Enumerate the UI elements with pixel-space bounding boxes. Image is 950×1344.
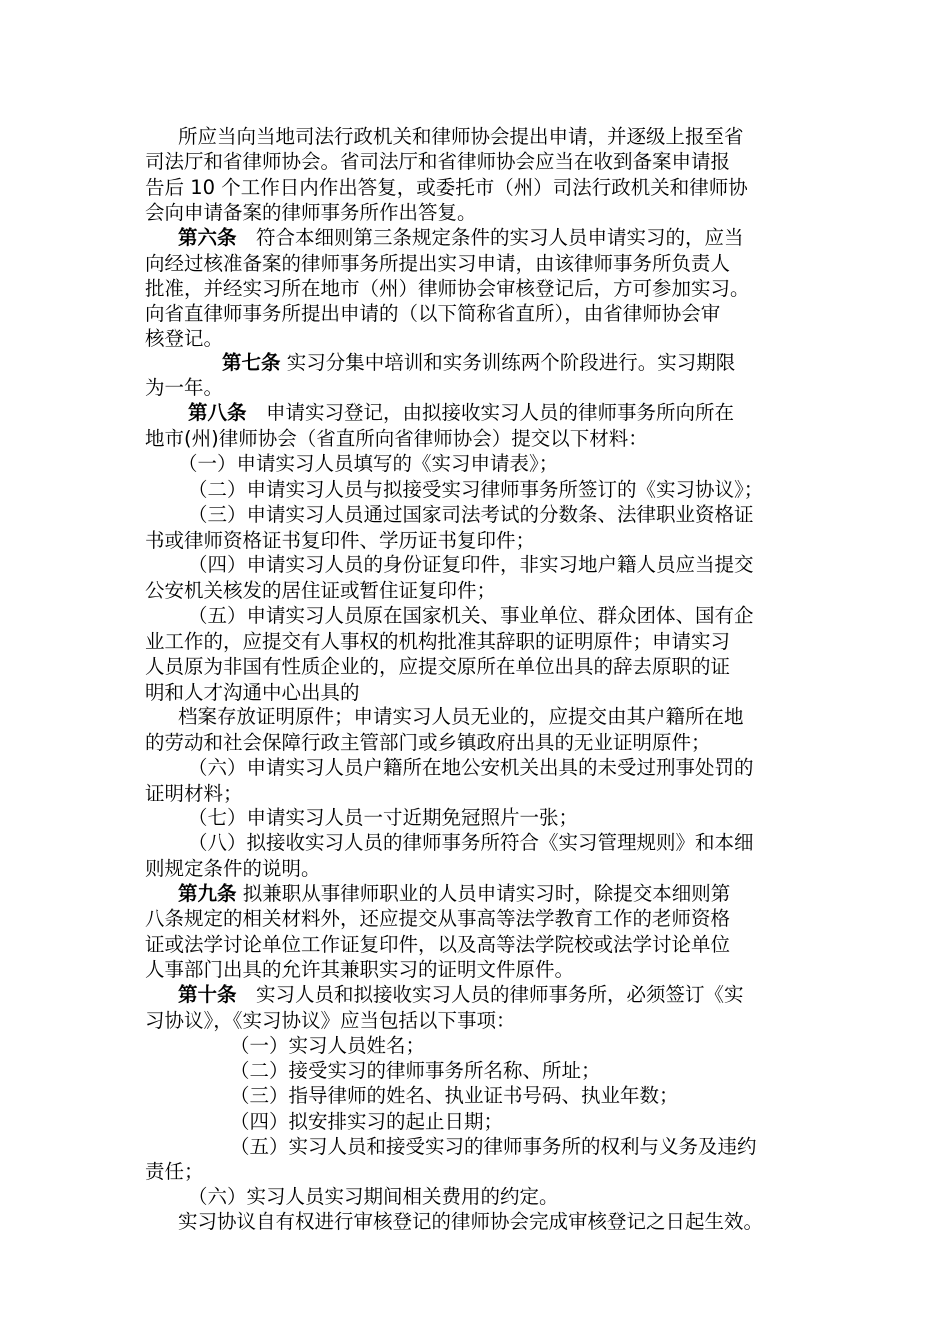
text-line <box>230 1109 815 1134</box>
line-text: 书或律师资格证书复印件、学历证书复印件； <box>145 529 536 552</box>
text-line <box>145 932 815 957</box>
text-line <box>230 1033 815 1058</box>
line-text: （二）申请实习人员与拟接受实习律师事务所签订的《实习协议》； <box>188 478 764 501</box>
line-text: 人员原为非国有性质企业的，应提交原所在单位出具的辞去原职的证 <box>145 655 731 678</box>
text-line <box>145 1008 815 1033</box>
text-line <box>230 1058 815 1083</box>
line-text: （六）实习人员实习期间相关费用的约定。 <box>188 1185 559 1208</box>
line-text: 责任； <box>145 1160 204 1183</box>
line-text: 公安机关核发的居住证或暂住证复印件； <box>145 579 497 602</box>
line-text: （三）指导律师的姓名、执业证书号码、执业年数； <box>230 1084 679 1107</box>
line-text: （四）申请实习人员的身份证复印件，非实习地户籍人员应当提交 <box>188 553 754 576</box>
text-line <box>188 1184 815 1209</box>
text-line <box>145 957 815 982</box>
text-line <box>145 301 815 326</box>
article-label: 第六条 <box>178 226 237 249</box>
text-line <box>188 502 815 527</box>
line-text: 证明材料； <box>145 782 243 805</box>
text-line <box>188 400 815 425</box>
text-line <box>178 451 815 476</box>
line-text: 实习分集中培训和实务训练两个阶段进行。实习期限 <box>280 351 736 374</box>
text-line <box>188 805 815 830</box>
text-line <box>145 906 815 931</box>
line-text: 向省直律师事务所提出申请的（以下简称省直所），由省律师协会审 <box>145 302 721 325</box>
line-text: 习协议》，《实习协议》应当包括以下事项： <box>145 1009 516 1032</box>
line-text: （八）拟接收实习人员的律师事务所符合《实习管理规则》和本细 <box>188 831 754 854</box>
text-line <box>178 881 815 906</box>
text-line <box>145 856 815 881</box>
article-label: 第十条 <box>178 983 237 1006</box>
line-text: （一）申请实习人员填写的《实习申请表》； <box>178 452 559 475</box>
line-text: 司法厅和省律师协会。省司法厅和省律师协会应当在收到备案申请报 <box>145 150 731 173</box>
line-text: 所应当向当地司法行政机关和律师协会提出申请，并逐级上报至省 <box>178 125 744 148</box>
text-line <box>145 375 815 400</box>
text-line <box>145 680 815 705</box>
text-line <box>230 1083 815 1108</box>
line-text: 人事部门出具的允许其兼职实习的证明文件原件。 <box>145 958 575 981</box>
article-label: 第八条 <box>188 401 247 424</box>
text-line <box>145 578 815 603</box>
line-text: （五）申请实习人员原在国家机关、事业单位、群众团体、国有企 <box>188 604 754 627</box>
line-text: （四）拟安排实习的起止日期； <box>230 1110 504 1133</box>
line-text: 核登记。 <box>145 327 224 350</box>
text-line <box>188 603 815 628</box>
text-line <box>178 1209 815 1234</box>
line-text: 申请实习登记，由拟接收实习人员的律师事务所向所在 <box>246 401 735 424</box>
line-text: 会向申请备案的律师事务所作出答复。 <box>145 201 477 224</box>
text-line <box>145 629 815 654</box>
text-line <box>230 1134 815 1159</box>
text-line <box>145 251 815 276</box>
line-text: 业工作的，应提交有人事权的机构批准其辞职的证明原件；申请实习 <box>145 630 731 653</box>
text-line <box>188 830 815 855</box>
text-line <box>145 200 815 225</box>
line-text: （三）申请实习人员通过国家司法考试的分数条、法律职业资格证 <box>188 503 754 526</box>
text-line <box>145 149 815 174</box>
line-text: 则规定条件的说明。 <box>145 857 321 880</box>
text-line <box>178 704 815 729</box>
article-label: 第七条 <box>222 351 281 374</box>
line-text: 向经过核准备案的律师事务所提出实习申请，由该律师事务所负责人 <box>145 252 731 275</box>
text-line <box>145 276 815 301</box>
text-line <box>188 755 815 780</box>
text-line <box>145 326 815 351</box>
line-text: （二）接受实习的律师事务所名称、所址； <box>230 1059 601 1082</box>
article-label: 第九条 <box>178 882 237 905</box>
text-line <box>145 654 815 679</box>
text-line <box>178 982 815 1007</box>
text-line <box>178 124 815 149</box>
line-text: 证或法学讨论单位工作证复印件，以及高等法学院校或法学讨论单位 <box>145 933 731 956</box>
text-line <box>145 1159 815 1184</box>
line-text: 符合本细则第三条规定条件的实习人员申请实习的，应当 <box>236 226 744 249</box>
line-text: 地市(州)律师协会（省直所向省律师协会）提交以下材料： <box>145 427 648 450</box>
text-line <box>145 730 815 755</box>
line-text: 为一年。 <box>145 376 224 399</box>
line-text: （七）申请实习人员一寸近期免冠照片一张； <box>188 806 579 829</box>
line-text: 拟兼职从事律师职业的人员申请实习时，除提交本细则第 <box>236 882 731 905</box>
text-line <box>222 350 815 375</box>
text-line <box>145 426 815 451</box>
line-text: （六）申请实习人员户籍所在地公安机关出具的未受过刑事处罚的 <box>188 756 754 779</box>
line-text: 实习人员和拟接收实习人员的律师事务所，必须签订《实 <box>236 983 744 1006</box>
line-text: （五）实习人员和接受实习的律师事务所的权利与义务及违约 <box>230 1135 757 1158</box>
line-text: （一）实习人员姓名； <box>230 1034 426 1057</box>
line-text: 档案存放证明原件；申请实习人员无业的，应提交由其户籍所在地 <box>178 705 744 728</box>
line-text: 批准，并经实习所在地市（州）律师协会审核登记后，方可参加实习。 <box>145 277 750 300</box>
text-line <box>188 552 815 577</box>
text-line <box>188 477 815 502</box>
line-text: 八条规定的相关材料外，还应提交从事高等法学教育工作的老师资格 <box>145 907 731 930</box>
text-line <box>145 175 815 200</box>
line-text: 的劳动和社会保障行政主管部门或乡镇政府出具的无业证明原件； <box>145 731 711 754</box>
text-line <box>145 781 815 806</box>
line-text: 明和人才沟通中心出具的 <box>145 681 360 704</box>
line-text: 告后 10 个工作日内作出答复，或委托市（州）司法行政机关和律师协 <box>145 176 748 199</box>
text-line <box>178 225 815 250</box>
text-line <box>145 528 815 553</box>
line-text: 实习协议自有权进行审核登记的律师协会完成审核登记之日起生效。 <box>178 1210 764 1233</box>
